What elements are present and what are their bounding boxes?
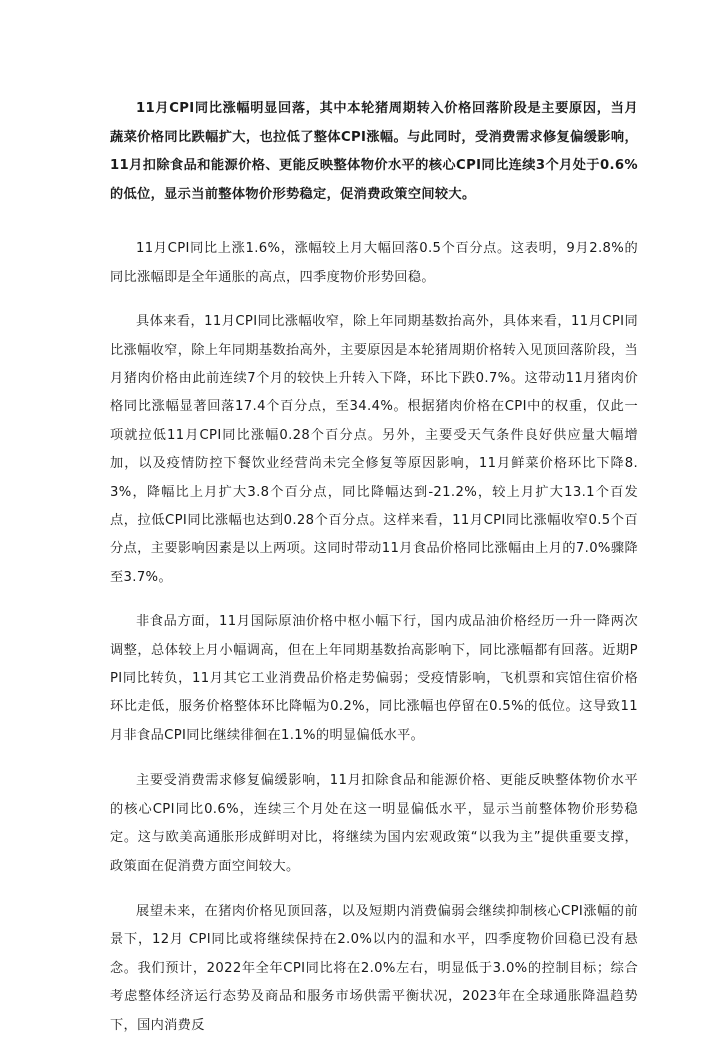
body-paragraph-4: 主要受消费需求修复偏缓影响，11月扣除食品和能源价格、更能反映整体物价水平的核心CPI同比0.6%，连续三个月处在这一明显偏低水平，显示当前整体物价形势稳定。这与欧美高通胀形成鲜明对比，将继续为国内宏观政策“以我为主”提供重要支撑，政策面在促消费方面空间较大。 [110, 773, 638, 874]
body-paragraph-2: 具体来看，11月CPI同比涨幅收窄，除上年同期基数抬高外，具体来看，11月CPI同比涨幅收窄，除上年同期基数抬高外，主要原因是本轮猪周期价格转入见顶回落阶段，当月猪肉价格由此前连续7个月的较快上升转入下降，环比下跌0.7%。这带动11月猪肉价格同比涨幅显著回落17.4个百分点，至34.4%。根据猪肉价格在CPI中的权重，仅此一项就拉低11月CPI同比涨幅0.28个百分点。另外，主要受天气条件良好供应量大幅增加，以及疫情防控下餐饮业经营尚未完全修复等原因影响，11月鲜菜价格环比下降8.3%，降幅比上月扩大3.8个百分点，同比降幅达到-21.2%，较上月扩大13.1个百发点，拉低CPI同比涨幅也达到0.28个百分点。这样来看，11月CPI同比涨幅收窄0.5个百分点，主要影响因素是以上两项。这同时带动11月食品价格同比涨幅由上月的7.0%骤降至3.7%。 [110, 314, 638, 585]
summary-paragraph: 11月CPI同比涨幅明显回落，其中本轮猪周期转入价格回落阶段是主要原因，当月蔬菜价格同比跌幅扩大，也拉低了整体CPI涨幅。与此同时，受消费需求修复偏缓影响，11月扣除食品和能源价格、更能反映整体物价水平的核心CPI同比连续3个月处于0.6%的低位，显示当前整体物价形势稳定，促消费政策空间较大。 [110, 101, 638, 202]
body-paragraph-5: 展望未来，在猪肉价格见顶回落，以及短期内消费偏弱会继续抑制核心CPI涨幅的前景下，12月 CPI同比或将继续保持在2.0%以内的温和水平，四季度物价回稳已没有悬念。我们预计，2022年全年CPI同比将在2.0%左右，明显低于3.0%的控制目标；综合考虑整体经济运行态势及商品和服务市场供需平衡状况，2023年在全球通胀降温趋势下，国内消费反 [110, 903, 638, 1033]
body-paragraph-1: 11月CPI同比上涨1.6%，涨幅较上月大幅回落0.5个百分点。这表明，9月2.8%的同比涨幅即是全年通胀的高点，四季度物价形势回稳。 [110, 241, 638, 285]
body-paragraph-3: 非食品方面，11月国际原油价格中枢小幅下行，国内成品油价格经历一升一降两次调整，总体较上月小幅调高，但在上年同期基数抬高影响下，同比涨幅都有回落。近期PPI同比转负，11月其它工业消费品价格走势偏弱；受疫情影响，飞机票和宾馆住宿价格环比走低，服务价格整体环比降幅为0.2%，同比涨幅也停留在0.5%的低位。这导致11月非食品CPI同比继续徘徊在1.1%的明显偏低水平。 [110, 614, 638, 743]
